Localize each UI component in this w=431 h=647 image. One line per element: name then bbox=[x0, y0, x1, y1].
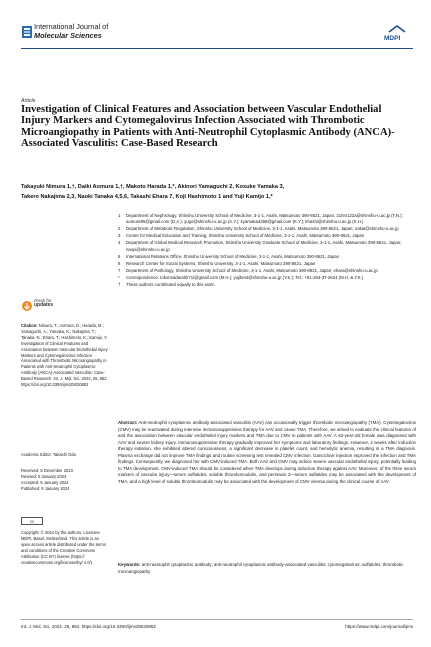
paper-title: Investigation of Clinical Features and Association between Vascular Endothelial Injury Markers and Cytomegalovirus Infection Associated with Thrombotic Microangiopathy in Patients with Anti-Neutrophil Cytoplasmic Antibody (ANCA)-Associated Vasculitis: Case-Based Research bbox=[21, 104, 395, 150]
footer-citation: Int. J. Mol. Sci. 2024, 25, 852. https://doi.org/10.3390/ijms25020852 bbox=[21, 624, 156, 629]
affiliation-item: 5 International Relations Office, Shinshu University School of Medicine, 3-1-1, Asahi, Matsumoto 390-8621, Japan bbox=[118, 253, 339, 259]
cc-license-badge: cc bbox=[21, 517, 43, 525]
affiliation-item: 7 Department of Pathology, Shinshu University School of Medicine, 3-1-1, Asahi, Matsumoto 390-8621, Japan; ehara@shinshu-u.ac.jp bbox=[118, 267, 378, 273]
academic-editor: Academic Editor: Takashi Oda bbox=[21, 452, 76, 457]
affiliation-item: 3 Center for Medical Education and Training, Shinshu University School of Medicine, 3-1-1, Asahi, Matsumoto 390-8621, Japan bbox=[118, 233, 365, 239]
affiliations bbox=[118, 213, 418, 289]
affiliation-item: 2 Department of Metabolic Regulation, Shinshu University School of Medicine, 3-1-1, Asahi, Matsumoto 390-8621, Japan; nakat@shinshu-u.ac.jp bbox=[118, 226, 399, 232]
abstract-text: Anti-neutrophil cytoplasmic antibody-associated vasculitis (AAV) can occasionally trigger thrombotic microangiopathy (TMA). Cytomegalovirus (CMV) may be reactivated during intensive immunosuppressive therapy for AAV and cause TMA. Therefore, we aimed to evaluate the clinical features of and the association between vascular endothelial injury markers and TMA due to CMV in patients with AAV. A 63-year-old female was diagnosed with AAV and severe kidney injury. Immunosuppressive therapy gradually improved her symptoms and laboratory findings. However, 2 weeks after induction therapy initiation, she exhibited altered consciousness, a significant decrease in platelet count, and hemolytic anemia, resulting in a TMA diagnosis. Plasma exchange did not improve TMA findings and routine screening test revealed CMV infection. Ganciclovir injection improved the infection and TMA findings. Consequently, we diagnosed her with CMV-induced TMA. Both AAV and CMV may induce severe vascular endothelial injury, potentially leading to TMA development. CMV-induced TMA should be considered when TMA develops during induction therapy against AAV. Moreover, of the three serum markers of vascular injury—serum sulfatides, soluble thrombomodulin, and pentraxin 3—serum sulfatides may be associated with the development of TMA, and a high level of soluble thrombomodulin may be associated with the development of CMV viremia during the clinical course of AAV. bbox=[118, 420, 416, 484]
equal-contribution-note: † These authors contributed equally to this work. bbox=[118, 281, 215, 287]
keywords bbox=[118, 562, 416, 575]
footer-journal-link[interactable]: https://www.mdpi.com/journal/ijms bbox=[345, 624, 413, 629]
journal-name-line1: International Journal of bbox=[34, 22, 109, 31]
date-revised: Revised: 5 January 2024 bbox=[21, 473, 67, 479]
date-accepted: Accepted: 5 January 2024 bbox=[21, 479, 69, 485]
check-for-updates-label[interactable]: check for updates bbox=[34, 298, 54, 308]
page-footer bbox=[21, 624, 413, 629]
keywords-text: anti-neutrophil cytoplasmic antibody; anti-neutrophil cytoplasmic antibody-associated vasculitis; cytomegalovirus; sulfatides; thrombotic microangiopathy bbox=[118, 562, 404, 574]
journal-name-line2: Molecular Sciences bbox=[34, 31, 102, 40]
date-received: Received: 5 December 2023 bbox=[21, 468, 73, 473]
date-published: Published: 9 January 2024 bbox=[21, 485, 70, 491]
citation bbox=[21, 323, 109, 388]
correspondence: * Correspondence: tokonsadarahk71i@gmail.com (M.H.); yujibest@shinshu-u.ac.jp (Y.K.); Tel.: +81-263-37-2634 (M.H. & Y.K.) bbox=[118, 274, 364, 280]
keywords-label: Keywords: bbox=[118, 562, 141, 567]
copyright: Copyright: © 2024 by the authors. Licensee MDPI, Basel, Switzerland. This article is an open access article distributed under the terms and conditions of the Creative Commons Attribution (CC BY) license (https:// creativecommons.org/licenses/by/ 4.0/). bbox=[21, 530, 106, 565]
footer-divider bbox=[21, 619, 413, 620]
journal-name bbox=[34, 22, 108, 40]
header-divider bbox=[21, 48, 413, 49]
publication-dates bbox=[21, 468, 109, 492]
publisher-name: MDPI bbox=[384, 35, 401, 42]
mdpi-logo-icon bbox=[382, 22, 412, 46]
affiliation-item: 1 Department of Nephrology, Shinshu University School of Medicine, 3-1-1, Asahi, Matsumoto 390-8621, Japan; 21hm122a@shinshu-u.ac.jp (T.N.); aomura95@gmail.com (D.A.); yugo@shinshu-u.ac.jp (A.Y.); kyamaka4258@gmail.com (K.Y.); khashi@shinshu-u.ac.jp (K.H.) bbox=[118, 213, 403, 225]
authors-line-2: Takero Nakajima 2,3, Naoki Tanaka 4,5,6, Takashi Ehara 7, Koji Hashimoto 1 and Yuji Kamijo 1,* bbox=[21, 193, 273, 200]
citation-text: Nimura, T.; Aomura, D.; Harada, M.; Yamaguchi, A.; Yamaka, K.; Nakajima, T.; Tanaka, N.; Ehara, T.; Hashimoto, K.; Kamijo, Y. Investigation of Clinical Features and Association between Vascular Endothelial Injury Markers and Cytomegalovirus Infection Associated with Thrombotic Microangiopathy in Patients with Anti-Neutrophil Cytoplasmic Antibody (ANCA)-Associated Vasculitis: Case-Based Research. Int. J. Mol. Sci. 2024, 25, 852. https://doi.org/10.3390/ijms25020852 bbox=[21, 323, 108, 388]
article-type: Article bbox=[21, 98, 36, 104]
citation-label: Citation: bbox=[21, 323, 38, 328]
abstract bbox=[118, 420, 416, 485]
author-list bbox=[21, 183, 411, 202]
abstract-label: Abstract: bbox=[118, 420, 138, 425]
journal-logo-icon bbox=[22, 26, 32, 38]
authors-line-1: Takayuki Nimura 1,†, Daiki Aomura 1,†, Makoto Harada 1,*, Akinori Yamaguchi 2, Kosuke Yamaka 3, bbox=[21, 184, 285, 190]
affiliation-item: 4 Department of Global Medical Research Promotion, Shinshu University Graduate School of Medicine, 3-1-1, Asahi, Matsumoto 390-8621, Japan; naopi@shinshu-u.ac.jp bbox=[118, 240, 402, 252]
affiliation-item: 6 Research Center for Social Systems, Shinshu University, 3-1-1, Asahi, Matsumoto 390-8621, Japan bbox=[118, 260, 316, 266]
